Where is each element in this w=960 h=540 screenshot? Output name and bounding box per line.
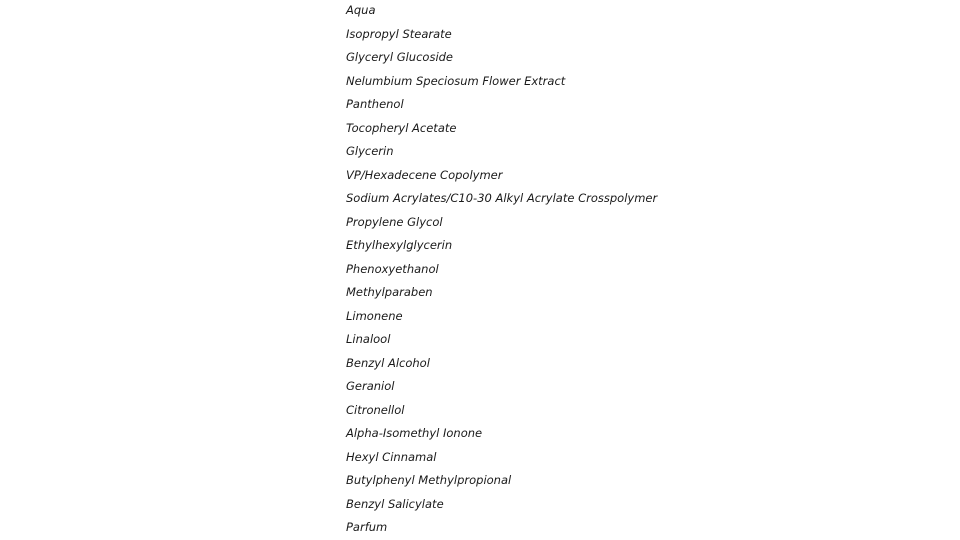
ingredient-item: Parfum bbox=[346, 520, 388, 534]
ingredient-item: Limonene bbox=[346, 308, 403, 323]
ingredient-item: Ethylhexylglycerin bbox=[346, 238, 453, 252]
ingredient-item: Glyceryl Glucoside bbox=[346, 50, 454, 64]
ingredient-item: Propylene Glycol bbox=[346, 214, 443, 229]
ingredient-item: Methylparaben bbox=[346, 285, 433, 299]
ingredient-item: Citronellol bbox=[346, 402, 405, 417]
ingredient-item: Hexyl Cinnamal bbox=[346, 449, 437, 464]
ingredient-item: Linalool bbox=[346, 332, 391, 346]
ingredient-item: Aqua bbox=[346, 3, 376, 17]
ingredient-item: Glycerin bbox=[346, 144, 394, 158]
ingredient-item: Sodium Acrylates/C10-30 Alkyl Acrylate Crosspolymer bbox=[346, 191, 658, 205]
ingredient-item: VP/Hexadecene Copolymer bbox=[346, 167, 503, 182]
ingredient-list bbox=[346, 0, 657, 540]
ingredient-item: Tocopheryl Acetate bbox=[346, 120, 457, 135]
ingredient-item: Butylphenyl Methylpropional bbox=[346, 473, 512, 487]
ingredient-item: Geraniol bbox=[346, 379, 395, 393]
ingredient-item: Benzyl Alcohol bbox=[346, 355, 430, 370]
ingredient-item: Panthenol bbox=[346, 97, 404, 111]
ingredient-item: Isopropyl Stearate bbox=[346, 26, 452, 41]
ingredient-item: Phenoxyethanol bbox=[346, 261, 439, 276]
ingredient-item: Benzyl Salicylate bbox=[346, 496, 444, 511]
ingredient-item: Nelumbium Speciosum Flower Extract bbox=[346, 73, 566, 88]
ingredient-item: Alpha-Isomethyl Ionone bbox=[346, 426, 483, 440]
